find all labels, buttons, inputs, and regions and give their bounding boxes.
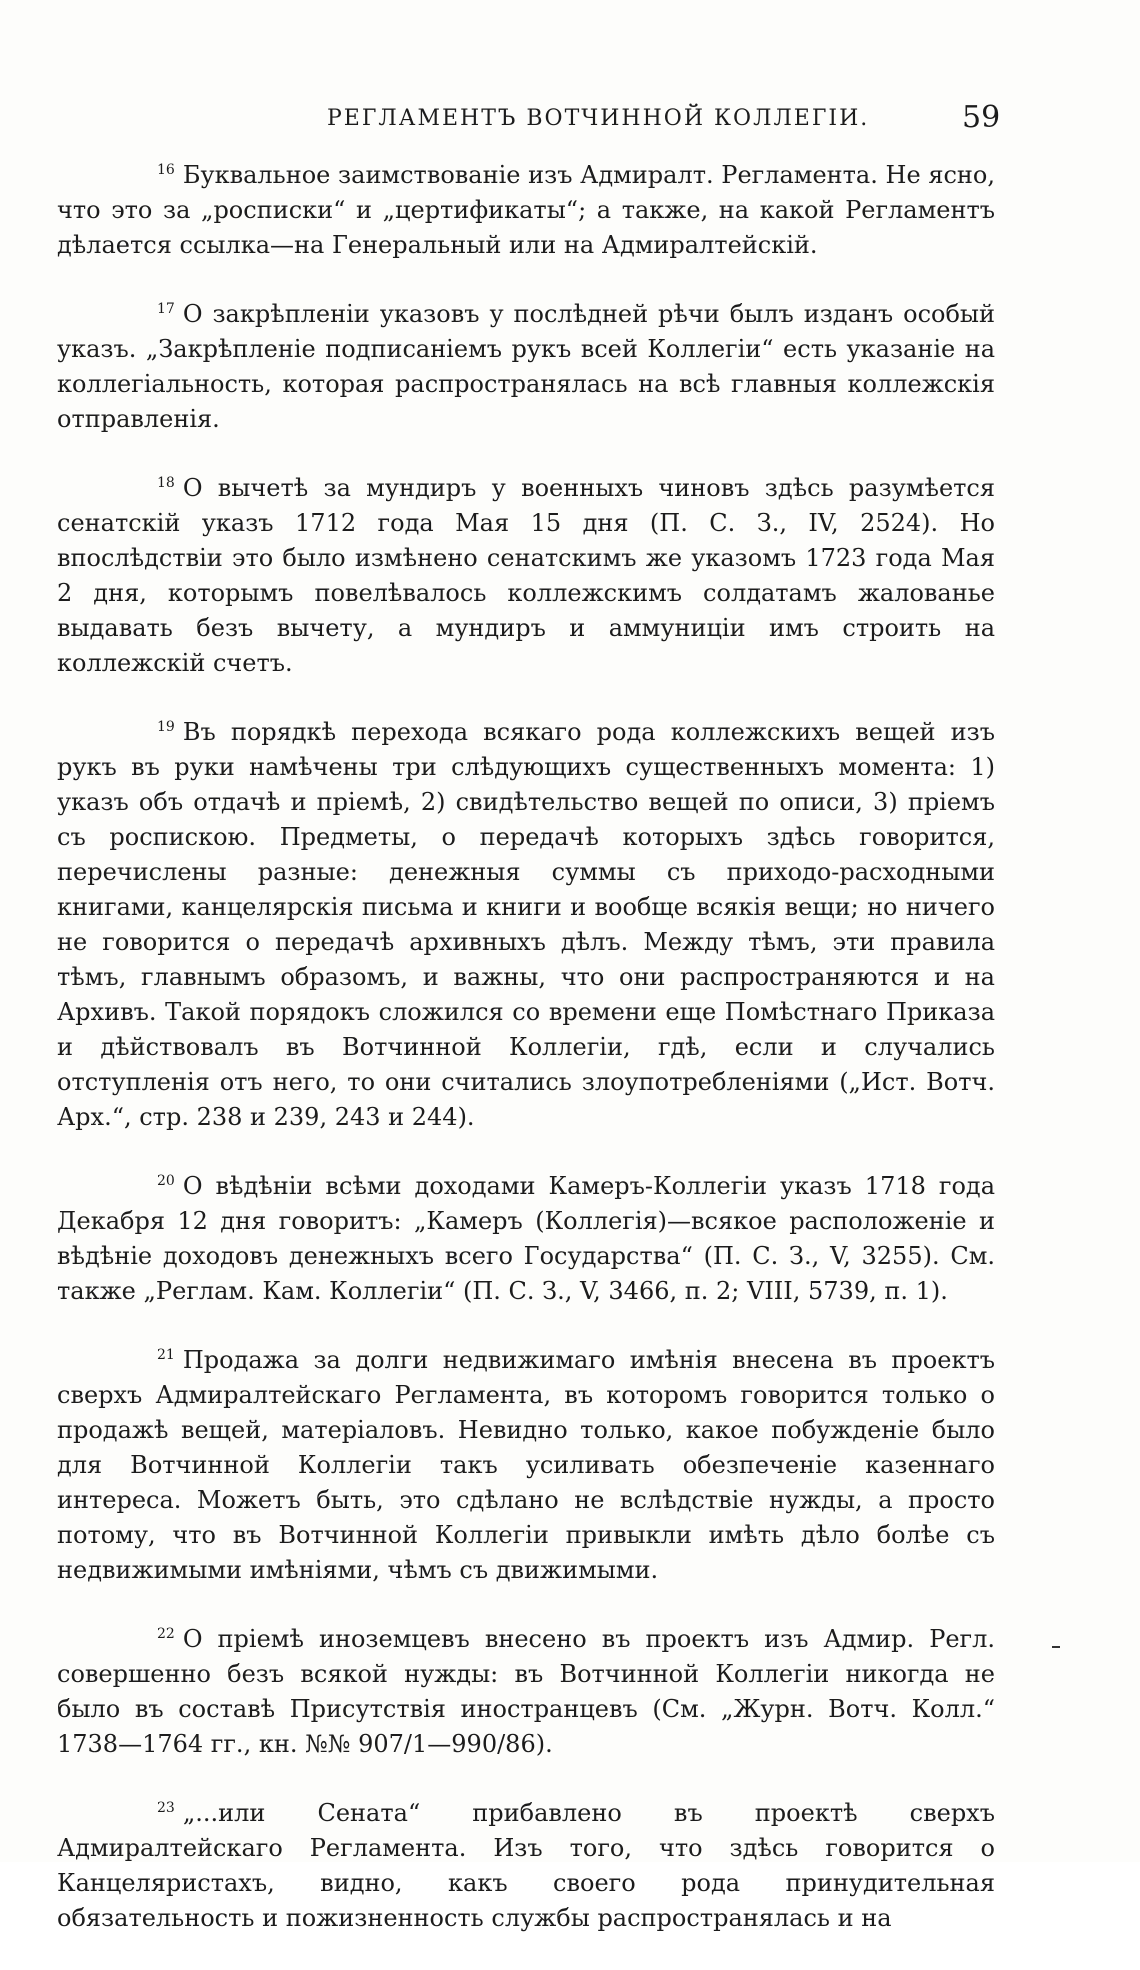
footnote bbox=[57, 1169, 995, 1309]
footnote-number: 22 bbox=[157, 1626, 175, 1642]
footnote-text: Въ порядкѣ перехода всякаго рода коллежскихъ вещей изъ рукъ въ руки намѣчены три слѣдующихъ существенныхъ момента: 1) указъ объ отдачѣ и пріемѣ, 2) свидѣтельство вещей по описи, 3) пріемъ съ роспискою. Предметы, о передачѣ которыхъ здѣсь говорится, перечислены разные: денежныя суммы съ приходо-расходными книгами, канцелярскія письма и книги и вообще всякія вещи; но ничего не говорится о передачѣ архивныхъ дѣлъ. Между тѣмъ, эти правила тѣмъ, главнымъ образомъ, и важны, что они распространяются и на Архивъ. Такой порядокъ сложился со времени еще Помѣстнаго Приказа и дѣйствовалъ въ Вотчинной Коллегіи, гдѣ, если и случались отступленія отъ него, то они считались злоупотребленіями („Ист. Вотч. Арх.“, стр. 238 и 239, 243 и 244). bbox=[57, 718, 995, 1131]
footnote-number: 16 bbox=[157, 162, 175, 178]
footnote-text: „...или Сената“ прибавлено въ проектѣ сверхъ Адмиралтейскаго Регламента. Изъ того, что здѣсь говорится о Канцеляристахъ, видно, какъ своего рода принудительная обязательность и пожизненность службы распространялась и на bbox=[57, 1799, 995, 1932]
footnote-number: 18 bbox=[157, 475, 175, 491]
footnote bbox=[57, 1796, 995, 1936]
footnote bbox=[57, 158, 995, 263]
footnote bbox=[57, 1343, 995, 1588]
footnote-text: О вычетѣ за мундиръ у военныхъ чиновъ здѣсь разумѣется сенатскій указъ 1712 года Мая 15 дня (П. С. З., IV, 2524). Но впослѣдствіи это было измѣнено сенатскимъ же указомъ 1723 года Мая 2 дня, которымъ повелѣвалось коллежскимъ солдатамъ жалованье выдавать безъ вычету, а мундиръ и аммуниціи имъ строить на коллежскій счетъ. bbox=[57, 474, 995, 677]
footnote-number: 17 bbox=[157, 301, 175, 317]
footnote-text: Буквальное заимствованіе изъ Адмиралт. Регламента. Не ясно, что это за „росписки“ и „цертификаты“; а также, на какой Регламентъ дѣлается ссылка—на Генеральный или на Адмиралтейскій. bbox=[57, 161, 995, 259]
footnote-number: 23 bbox=[157, 1800, 175, 1816]
footnote-text: О пріемѣ иноземцевъ внесено въ проектъ изъ Адмир. Регл. совершенно безъ всякой нужды: въ Вотчинной Коллегіи никогда не было въ составѣ Присутствія иностранцевъ (См. „Журн. Вотч. Колл.“ 1738—1764 гг., кн. №№ 907/1—990/86). bbox=[57, 1625, 995, 1758]
footnote-text: О закрѣпленіи указовъ у послѣдней рѣчи былъ изданъ особый указъ. „Закрѣпленіе подписаніемъ рукъ всей Коллегіи“ есть указаніе на коллегіальность, которая распространялась на всѣ главныя коллежскія отправленія. bbox=[57, 300, 995, 433]
page-number: 59 bbox=[962, 100, 1001, 135]
footnote bbox=[57, 1622, 995, 1762]
footnote-number: 21 bbox=[157, 1347, 175, 1363]
footnote bbox=[57, 715, 995, 1135]
footnote-text: Продажа за долги недвижимаго имѣнія внесена въ проектъ сверхъ Адмиралтейскаго Регламента, въ которомъ говорится только о продажѣ вещей, матеріаловъ. Невидно только, какое побужденіе было для Вотчинной Коллегіи такъ усиливать обезпеченіе казеннаго интереса. Можетъ быть, это сдѣлано не вслѣдствіе нужды, а просто потому, что въ Вотчинной Коллегіи привыкли имѣть дѣло болѣе съ недвижимыми имѣніями, чѣмъ съ движимыми. bbox=[57, 1346, 995, 1584]
footnote-number: 20 bbox=[157, 1173, 175, 1189]
footnote bbox=[57, 471, 995, 681]
margin-mark bbox=[1052, 1646, 1060, 1648]
page-header bbox=[0, 100, 1140, 140]
footnote-number: 19 bbox=[157, 719, 175, 735]
footnotes bbox=[57, 158, 995, 1970]
running-title: РЕГЛАМЕНТЪ ВОТЧИННОЙ КОЛЛЕГІИ. bbox=[327, 106, 870, 131]
footnote bbox=[57, 297, 995, 437]
footnote-text: О вѣдѣніи всѣми доходами Камеръ-Коллегіи указъ 1718 года Декабря 12 дня говоритъ: „Камеръ (Коллегія)—всякое расположеніе и вѣдѣніе доходовъ денежныхъ всего Государства“ (П. С. З., V, 3255). См. также „Реглам. Кам. Коллегіи“ (П. С. З., V, 3466, п. 2; VIII, 5739, п. 1). bbox=[57, 1172, 995, 1305]
